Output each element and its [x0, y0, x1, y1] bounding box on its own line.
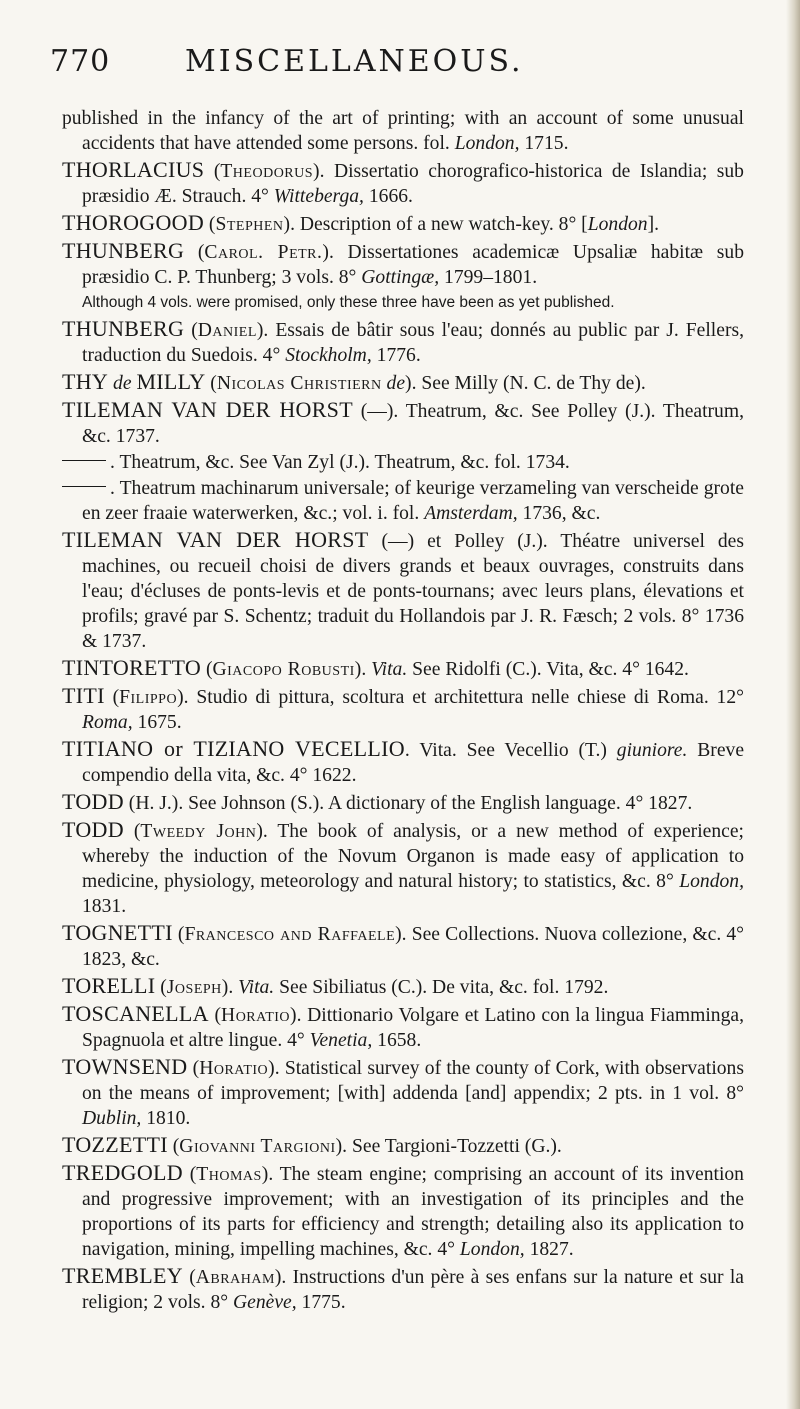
- ditto-dash: [62, 486, 106, 487]
- entry-text: published in the infancy of the art of printing; with an account of some unusual accidents that have attended some persons. fol.: [62, 108, 744, 154]
- entry-text: .: [361, 659, 372, 680]
- entry-place: Venetia,: [309, 1030, 373, 1051]
- page-header: [50, 44, 730, 84]
- entry-place: Gottingæ,: [361, 267, 440, 288]
- entry-particle: de: [386, 373, 406, 394]
- entry-forenames: Tweedy John: [140, 821, 257, 842]
- entry-particle: de: [113, 373, 132, 394]
- entry-heading: TITIANO or TIZIANO VECELLIO: [62, 736, 405, 761]
- ditto-dash: [62, 460, 106, 461]
- catalog-entry: TINTORETTO (Giacopo Robusti). Vita. See Ridolfi (C.). Vita, &c. 4° 1642.: [62, 655, 689, 680]
- catalog-entry: [62, 450, 744, 475]
- entry-forenames: Giacopo Robusti: [212, 659, 355, 680]
- entry-forenames: Abraham: [195, 1267, 275, 1288]
- entry-text: (H. J.). See Johnson (S.). A dictionary of the English language. 4° 1827.: [123, 793, 693, 814]
- catalog-entry: THOROGOOD (Stephen). Description of a new watch-key. 8° [London].: [62, 210, 660, 235]
- entry-heading: TILEMAN VAN DER HORST: [62, 527, 369, 552]
- page-number: 770: [50, 44, 111, 79]
- entry-date: 1827.: [524, 1239, 574, 1260]
- entry-heading: THUNBERG: [62, 316, 185, 341]
- entry-place: Genève,: [232, 1292, 297, 1313]
- entry-place: Amsterdam,: [424, 503, 518, 524]
- entry-forenames: Horatio: [199, 1058, 269, 1079]
- entry-heading: TORELLI: [62, 973, 156, 998]
- entry-text: . Statistical survey of the county of Cork, with observations on the means of improvement; [with] addenda [and] appendix; 2 pts. in 1 vol. 8°: [82, 1058, 744, 1104]
- entry-forenames: Francesco and Raffaele: [184, 924, 396, 945]
- entry-heading: TILEMAN VAN DER HORST: [62, 397, 353, 422]
- entry-heading: THOROGOOD: [62, 210, 205, 235]
- entry-place: Roma,: [82, 712, 133, 733]
- entry-text: . Dissertationes academicæ Upsaliæ habitæ sub præsidio C. P. Thunberg; 3 vols. 8°: [82, 242, 744, 288]
- entry-text: . Essais de bâtir sous l'eau; donnés au public par J. Fellers, traduction du Suedois. 4°: [82, 320, 744, 366]
- entry-text: . Theatrum, &c. See Van Zyl (J.). Theatrum, &c. fol. 1734.: [110, 452, 570, 473]
- entry-place: Witteberga,: [273, 186, 364, 207]
- entry-place: Stockholm,: [285, 345, 372, 366]
- entry-forenames: Horatio: [221, 1005, 291, 1026]
- entry-text: . Vita. See Vecellio (T.): [404, 740, 617, 761]
- entry-heading: THUNBERG: [62, 238, 185, 263]
- catalog-entry: TREDGOLD (Thomas). The steam engine; comprising an account of its invention and progressive improvement; with an investigation of its principles and the proportions of its parts for efficiency and strength; detailing also its application to navigation, mining, impelling machines, &c. 4° London, 1827.: [62, 1160, 744, 1260]
- catalog-entry: [62, 789, 744, 816]
- catalog-entry: TITI (Filippo). Studio di pittura, scoltura et architettura nelle chiese di Roma. 12° Roma, 1675.: [62, 683, 744, 733]
- entry-date: 1658.: [372, 1030, 422, 1051]
- entry-heading: TODD: [62, 789, 124, 814]
- entry-place: giuniore.: [616, 740, 688, 761]
- entry-heading: MILLY: [136, 369, 206, 394]
- entry-heading: TREDGOLD: [62, 1160, 183, 1185]
- entry-forenames: Carol. Petr.: [204, 242, 323, 263]
- entry-text: . Description of a new watch-key. 8° [: [290, 214, 588, 235]
- entry-heading: TODD: [62, 817, 124, 842]
- entry-text: . The steam engine; comprising an account of its invention and progressive improvement; with an investigation of its principles and the proportions of its parts for efficiency and strength; detailing also its application to navigation, mining, impelling machines, &c. 4°: [82, 1164, 744, 1260]
- entry-forenames: Joseph: [166, 977, 222, 998]
- entry-forenames: Theodorus: [220, 161, 314, 182]
- entry-date: ].: [647, 214, 660, 235]
- entry-forenames: Nicolas Christiern: [216, 373, 382, 394]
- catalog-entry: TOGNETTI (Francesco and Raffaele). See Collections. Nuova collezione, &c. 4° 1823, &c.: [62, 920, 744, 970]
- entry-place: London,: [679, 871, 744, 892]
- entry-place: Dublin,: [82, 1108, 142, 1129]
- catalog-entry: [62, 476, 744, 526]
- entry-text: . Theatrum machinarum universale; of keurige verzameling van verscheide grote en zeer fraaie waterwerken, &c.; vol. i. fol.: [82, 478, 744, 524]
- entry-text: . See Milly (N. C. de Thy de).: [411, 373, 646, 394]
- page-edge: [786, 0, 800, 1409]
- entry-date: 1715.: [519, 133, 569, 154]
- running-title: MISCELLANEOUS.: [185, 44, 524, 79]
- entry-date: See Sibiliatus (C.). De vita, &c. fol. 1792.: [274, 977, 609, 998]
- catalog-entry: [62, 736, 744, 788]
- entry-date: 1675.: [132, 712, 182, 733]
- entry-heading: TOSCANELLA: [62, 1001, 209, 1026]
- entry-forenames: Giovanni Targioni: [179, 1136, 336, 1157]
- entry-forenames: Daniel: [197, 320, 257, 341]
- entry-text: .: [228, 977, 239, 998]
- entry-place: Vita.: [238, 977, 275, 998]
- entry-place: Vita.: [371, 659, 408, 680]
- entry-forenames: (—): [360, 401, 394, 422]
- entry-date: 1775.: [296, 1292, 346, 1313]
- entry-place: London: [587, 214, 648, 235]
- entry-date: 1810.: [141, 1108, 191, 1129]
- entry-heading: TOGNETTI: [62, 920, 173, 945]
- entry-forenames: Thomas: [196, 1164, 262, 1185]
- catalog-entry: TOSCANELLA (Horatio). Dittionario Volgare et Latino con la lingua Fiamminga, Spagnuola et altre lingue. 4° Venetia, 1658.: [62, 1001, 744, 1051]
- entry-text: . Studio di pittura, scoltura et architettura nelle chiese di Roma. 12°: [183, 687, 744, 708]
- entry-heading: TOWNSEND: [62, 1054, 188, 1079]
- catalog-entry: THUNBERG (Carol. Petr.). Dissertationes academicæ Upsaliæ habitæ sub præsidio C. P. Thunberg; 3 vols. 8° Gottingæ, 1799–1801. Although 4 vols. were promised, only these three have been as yet published.: [62, 238, 744, 315]
- catalog-entry: [62, 527, 744, 654]
- entry-heading: TINTORETTO: [62, 655, 202, 680]
- entry-heading: THORLACIUS: [62, 157, 205, 182]
- catalog-entry: TORELLI (Joseph). Vita. See Sibiliatus (C.). De vita, &c. fol. 1792.: [62, 973, 609, 998]
- entry-place: London,: [459, 1239, 525, 1260]
- entry-text: (—) et Polley (J.). Théatre universel des machines, ou recueil choisi de divers grands et beaux ouvrages, construits dans l'eau; d'écluses de ponts-levis et de ponts-tournans; avec leurs plans, élevations et profils; gravé par S. Schentz; traduit du Hollandois par J. R. Fæsch; 2 vols. 8° 1736 & 1737.: [82, 531, 744, 652]
- entry-forenames: Stephen: [215, 214, 284, 235]
- catalog-entry: THY de MILLY (Nicolas Christiern de). See Milly (N. C. de Thy de).: [62, 369, 646, 394]
- catalog-entry: TREMBLEY (Abraham). Instructions d'un père à ses enfans sur la nature et sur la religion; 2 vols. 8° Genève, 1775.: [62, 1263, 744, 1313]
- catalog-entry: THUNBERG (Daniel). Essais de bâtir sous l'eau; donnés au public par J. Fellers, traduction du Suedois. 4° Stockholm, 1776.: [62, 316, 744, 366]
- catalog-entry: TOWNSEND (Horatio). Statistical survey of the county of Cork, with observations on the means of improvement; [with] addenda [and] appendix; 2 pts. in 1 vol. 8° Dublin, 1810.: [62, 1054, 744, 1129]
- entry-heading: TOZZETTI: [62, 1132, 168, 1157]
- entry-date: 1736, &c.: [517, 503, 601, 524]
- entry-text: . Dittionario Volgare et Latino con la lingua Fiamminga, Spagnuola et altre lingue. 4°: [82, 1005, 744, 1051]
- catalog-entries: [62, 106, 744, 1316]
- catalog-entry: [62, 106, 744, 156]
- entry-text: . See Targioni-Tozzetti (G.).: [342, 1136, 562, 1157]
- entry-date: 1666.: [363, 186, 413, 207]
- entry-text: . Dissertatio chorografico-historica de Islandia; sub præsidio Æ. Strauch. 4°: [82, 161, 744, 207]
- entry-forenames: Filippo: [119, 687, 178, 708]
- entry-text: . Theatrum, &c. See Polley (J.). Theatrum, &c. 1737.: [82, 401, 744, 447]
- entry-text: . See Collections. Nuova collezione, &c. 4° 1823, &c.: [82, 924, 744, 970]
- entry-text: . Instructions d'un père à ses enfans sur la nature et sur la religion; 2 vols. 8°: [82, 1267, 744, 1313]
- entry-heading: TITI: [62, 683, 105, 708]
- entry-date: 1831.: [82, 896, 127, 917]
- entry-note: Although 4 vols. were promised, only these three have been as yet published.: [82, 294, 615, 311]
- catalog-entry: [62, 397, 744, 449]
- entry-date: Breve compendio della vita, &c. 4° 1622.: [82, 740, 745, 786]
- entry-date: See Ridolfi (C.). Vita, &c. 4° 1642.: [407, 659, 689, 680]
- catalog-entry: THORLACIUS (Theodorus). Dissertatio chorografico-historica de Islandia; sub præsidio Æ. Strauch. 4° Witteberga, 1666.: [62, 157, 744, 207]
- entry-date: 1776.: [371, 345, 421, 366]
- entry-heading: THY: [62, 369, 109, 394]
- catalog-entry: TODD (Tweedy John). The book of analysis, or a new method of experience; whereby the induction of the Novum Organon is made easy of application to medicine, physiology, meteorology and natural history; to statistics, &c. 8° London, 1831.: [62, 817, 744, 917]
- catalog-entry: TOZZETTI (Giovanni Targioni). See Targioni-Tozzetti (G.).: [62, 1132, 562, 1157]
- entry-text: . The book of analysis, or a new method of experience; whereby the induction of the Novum Organon is made easy of application to medicine, physiology, meteorology and natural history; to statistics, &c. 8°: [82, 821, 744, 892]
- entry-place: London,: [454, 133, 520, 154]
- entry-date: 1799–1801.: [439, 267, 538, 288]
- entry-heading: TREMBLEY: [62, 1263, 183, 1288]
